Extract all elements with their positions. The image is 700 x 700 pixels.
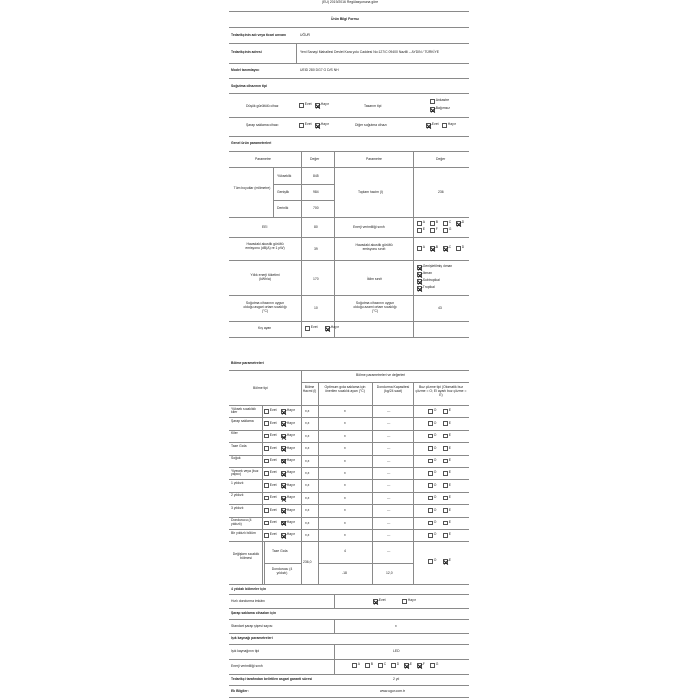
compartment-no[interactable]: Hayır	[281, 459, 295, 464]
compartment-no[interactable]: Hayır	[281, 421, 295, 426]
checkbox-icon	[443, 421, 448, 426]
checkbox-icon	[443, 434, 448, 439]
climate-tropical[interactable]: Tropikal	[417, 286, 435, 291]
compartment-defrost-e[interactable]: E	[443, 421, 451, 426]
wine-storage-no[interactable]: Hayır	[315, 123, 329, 128]
light-class-c[interactable]: C	[378, 663, 386, 668]
compartment-no[interactable]: Hayır	[281, 533, 295, 538]
checkbox-checked-icon	[281, 409, 286, 414]
compartment-no[interactable]: Hayır	[281, 434, 295, 439]
compartment-volume: x,x	[305, 446, 310, 451]
checkbox-checked-icon	[281, 471, 286, 476]
width-label: Genişlik	[277, 190, 290, 194]
light-class-g[interactable]: G	[430, 663, 438, 668]
compartment-name: 1 yıldızlı	[231, 480, 244, 485]
compartment-temp: x	[344, 495, 346, 500]
compartment-temp: x	[344, 471, 346, 475]
checkbox-checked-icon	[281, 421, 286, 426]
low-noise-label: Düşük gürültülü cihaz	[246, 104, 279, 108]
extra-info-label: Ek Bilgiler:	[231, 689, 249, 693]
max-ambient-temp-value: 43	[438, 306, 442, 310]
noise-label: Havadaki akustik gürültü emisyonu (dB(A) re 1 pW)	[245, 242, 285, 250]
checkbox-icon	[417, 246, 422, 251]
variable-fresh-temp: 4	[344, 549, 346, 553]
depth-value: 700	[313, 206, 319, 210]
energy-class-label: Enerji verimliliği sınıfı	[353, 225, 385, 229]
other-appliance-label: Diğer soğutma cihazı	[355, 123, 387, 127]
eei-value: 80	[314, 225, 318, 229]
winter-setting-yes[interactable]: Evet	[305, 326, 318, 331]
warranty-label: Tedarikçi tarafından belirtilen asgari garanti süresi	[231, 677, 313, 681]
checkbox-checked-icon	[281, 459, 286, 464]
energy-class-c[interactable]: C	[443, 221, 451, 226]
checkbox-checked-icon	[281, 434, 286, 439]
fast-freeze-yes[interactable]: Evet	[373, 599, 386, 604]
checkbox-icon	[428, 533, 433, 538]
variable-compartment-label: Değişken sıcaklık bölmesi	[232, 552, 260, 560]
checkbox-icon	[428, 483, 433, 488]
checkbox-checked-icon	[281, 496, 286, 501]
compartment-defrost-o[interactable]: O	[428, 483, 436, 488]
checkbox-checked-icon	[456, 221, 461, 226]
supplier-address-value: Yeni Sanayi Mahallesi Devlet Karа yolu Caddesi No:127/C 09400 Nazilli – AYDIN / TÜRKİYE	[300, 50, 440, 54]
compartment-yes[interactable]: Evet	[264, 496, 277, 501]
checkbox-icon	[352, 663, 357, 668]
checkbox-icon	[428, 496, 433, 501]
energy-class-options	[417, 221, 467, 235]
checkbox-icon	[264, 483, 269, 488]
supplier-address-label: Tedarikçinin adresi	[231, 50, 262, 54]
compartment-temp: x	[344, 483, 346, 488]
compartment-name: Şarap saklama	[231, 418, 254, 423]
compartment-defrost-e[interactable]: E	[443, 409, 451, 414]
compartment-temp: x	[344, 433, 346, 438]
checkbox-checked-icon	[443, 246, 448, 251]
checkbox-icon	[443, 483, 448, 488]
compartment-no[interactable]: Hayır	[281, 508, 295, 513]
light-class-b[interactable]: B	[365, 663, 373, 668]
light-class-label: Enerji verimliliği sınıfı	[231, 664, 263, 668]
compartment-defrost-o[interactable]: O	[428, 434, 436, 439]
checkbox-icon	[428, 471, 433, 476]
checkbox-checked-icon	[281, 446, 286, 451]
compartment-freeze: ---	[387, 520, 391, 525]
compartment-name: 3 yıldızlı	[231, 505, 244, 510]
compartment-yes[interactable]: Evet	[264, 533, 277, 538]
checkbox-icon	[264, 471, 269, 476]
compartment-no[interactable]: Hayır	[281, 521, 295, 526]
max-ambient-temp-label: Soğutma cihazının uygun olduğu azami ortam sıcaklığı (°C)	[353, 301, 397, 313]
checkbox-checked-icon	[315, 123, 320, 128]
column-defrost-type: Buz çözme tipi (Otomatik buz çözme = O; El ayarlı buz çözme = E)	[415, 385, 467, 397]
checkbox-icon	[264, 508, 269, 513]
compartment-defrost-o[interactable]: O	[428, 496, 436, 501]
checkbox-icon	[428, 459, 433, 464]
warranty-value: 2 yıl	[393, 677, 400, 681]
compartment-defrost-o[interactable]: O	[428, 533, 436, 538]
wine-bottles-value: x	[395, 624, 397, 628]
min-ambient-temp-label: Soğutma cihazının uygun olduğu asgari ortam sıcaklığı (°C)	[243, 301, 287, 313]
compartment-defrost-e[interactable]: E	[443, 521, 451, 526]
checkbox-icon	[428, 508, 433, 513]
fast-freeze-label: Hızlı dondurma imkânı	[231, 599, 265, 603]
light-class-a[interactable]: A	[352, 663, 360, 668]
compartment-freeze: ---	[387, 421, 391, 426]
noise-value: 39	[314, 247, 318, 251]
checkbox-icon	[443, 471, 448, 476]
compartment-defrost-o[interactable]: O	[428, 471, 436, 476]
compartment-freeze: ---	[387, 471, 391, 475]
annual-energy-label: Yıllık enerji tüketimi (kWh/a)	[250, 273, 280, 281]
checkbox-icon	[428, 434, 433, 439]
form-title: Ürün Bilgi Formu	[331, 17, 359, 21]
model-identifier-value: UEID 280 DG7 G D/S NH	[300, 68, 339, 72]
compartment-volume: x,x	[305, 421, 310, 426]
checkbox-icon	[442, 123, 447, 128]
design-type-label: Tasarım tipi	[364, 104, 382, 108]
four-star-section: 4 yıldızlı bölmeler için	[231, 587, 267, 591]
compartment-defrost-e[interactable]: E	[443, 446, 451, 451]
energy-class-e[interactable]: E	[417, 228, 425, 233]
checkbox-icon	[417, 663, 422, 668]
compartment-yes[interactable]: Evet	[264, 446, 277, 451]
compartment-defrost-o[interactable]: O	[428, 421, 436, 426]
checkbox-checked-icon	[430, 107, 435, 112]
checkbox-icon	[443, 228, 448, 233]
general-parameters-section: Genel ürün parametreleri	[231, 141, 272, 145]
column-compartment-type: Bölme tipi	[253, 386, 268, 390]
compartment-yes[interactable]: Evet	[264, 434, 277, 439]
annual-energy-value: 170	[313, 277, 319, 281]
compartment-freeze: ---	[387, 433, 391, 438]
noise-class-b[interactable]: B	[430, 246, 438, 251]
compartment-name: Bir yıldızlı bölüm	[231, 530, 256, 535]
checkbox-checked-icon	[417, 279, 422, 284]
compartment-no[interactable]: Hayır	[281, 496, 295, 501]
other-appliance-no[interactable]: Hayır	[442, 123, 456, 128]
checkbox-icon	[264, 521, 269, 526]
regulation-reference: (EU) 2019/2016 Regülasyonuna göre	[322, 0, 379, 4]
checkbox-checked-icon	[315, 103, 320, 108]
checkbox-icon	[428, 409, 433, 414]
wine-storage-label: Şarap saklama cihazı	[246, 123, 279, 127]
compartment-defrost-o[interactable]: O	[428, 446, 436, 451]
compartment-freeze: ---	[387, 495, 391, 500]
compartment-defrost-e[interactable]: E	[443, 533, 451, 538]
depth-label: Derinlik	[277, 206, 289, 210]
variable-fresh-freeze: ---	[387, 549, 391, 553]
checkbox-icon	[299, 123, 304, 128]
cooling-type-section: Soğutma cihazının tipi	[231, 84, 267, 88]
compartment-volume: x,x	[305, 471, 310, 475]
checkbox-checked-icon	[281, 521, 286, 526]
compartment-name: Yiyecek veya (buz yapıcı)	[231, 468, 259, 477]
checkbox-icon	[443, 508, 448, 513]
checkbox-icon	[299, 103, 304, 108]
energy-class-f[interactable]: F	[430, 228, 438, 233]
min-ambient-temp-value: 10	[314, 306, 318, 310]
variable-defrost-e[interactable]: E	[443, 559, 451, 564]
checkbox-icon	[443, 446, 448, 451]
compartment-name: Soğuk	[231, 456, 241, 461]
checkbox-icon	[428, 521, 433, 526]
checkbox-icon	[443, 533, 448, 538]
checkbox-icon	[430, 663, 435, 668]
compartment-temp: x	[344, 458, 346, 463]
checkbox-checked-icon	[281, 508, 286, 513]
energy-class-a[interactable]: A	[417, 221, 425, 226]
dimensions-label: Tüm boyutlar (milimetre)	[233, 186, 271, 190]
compartment-defrost-e[interactable]: E	[443, 459, 451, 464]
checkbox-icon	[264, 409, 269, 414]
total-volume-value: 236	[438, 190, 444, 194]
checkbox-checked-icon	[325, 326, 330, 331]
variable-freezer-freeze: 12,0	[386, 571, 393, 575]
compartment-temp: x	[344, 520, 346, 525]
compartment-yes[interactable]: Evet	[264, 409, 277, 414]
compartment-volume: x,x	[305, 483, 310, 488]
compartment-freeze: ---	[387, 483, 391, 488]
compartment-defrost-o[interactable]: O	[428, 409, 436, 414]
climate-class-label: İklim sınıfı	[367, 277, 383, 281]
compartment-freeze: ---	[387, 409, 391, 413]
height-label: Yükseklik	[277, 174, 292, 178]
checkbox-icon	[417, 221, 422, 226]
compartment-volume: x,x	[305, 433, 310, 438]
compartment-yes[interactable]: Evet	[264, 483, 277, 488]
noise-class-label: Havadaki akustik gürültü emisyonu sınıfı	[355, 243, 393, 251]
extra-info-value[interactable]: www.ugur.com.tr	[380, 689, 406, 693]
checkbox-checked-icon	[443, 559, 448, 564]
model-identifier-label: Model tanımlayıcı	[231, 68, 260, 72]
noise-class-d[interactable]: D	[456, 246, 464, 251]
compartment-no[interactable]: Hayır	[281, 471, 295, 476]
checkbox-icon	[443, 459, 448, 464]
energy-class-d[interactable]: D	[456, 221, 464, 226]
compartment-no[interactable]: Hayır	[281, 409, 295, 414]
compartment-no[interactable]: Hayır	[281, 483, 295, 488]
checkbox-icon	[443, 521, 448, 526]
light-class-e[interactable]: E	[404, 663, 412, 668]
compartment-temp: x	[344, 409, 346, 413]
compartment-temp: x	[344, 508, 346, 513]
light-class-options	[352, 663, 452, 671]
compartment-volume: x,x	[305, 458, 310, 463]
compartment-yes[interactable]: Evet	[264, 521, 277, 526]
compartment-temp: x	[344, 446, 346, 451]
light-class-d[interactable]: D	[391, 663, 399, 668]
checkbox-icon	[417, 228, 422, 233]
compartment-parameters-section: Bölme parametreleri	[231, 361, 264, 365]
compartment-freeze: ---	[387, 533, 391, 537]
checkbox-icon	[264, 533, 269, 538]
column-parameter-2: Parametre	[366, 157, 382, 161]
design-freestanding[interactable]: Bağımsız	[430, 107, 450, 112]
noise-class-a[interactable]: A	[417, 246, 425, 251]
column-freezing-capacity: Dondurma Kapasitesi (kg/24 saat)	[376, 385, 410, 393]
compartment-defrost-o[interactable]: O	[428, 459, 436, 464]
checkbox-icon	[402, 599, 407, 604]
checkbox-icon	[305, 326, 310, 331]
compartment-yes[interactable]: Evet	[264, 471, 277, 476]
design-built-in[interactable]: Ankastre	[430, 99, 449, 104]
compartment-temp: x	[344, 533, 346, 537]
checkbox-icon	[365, 663, 370, 668]
compartment-volume: x,x	[305, 495, 310, 500]
wine-section: Şarap saklama cihazları için	[231, 611, 277, 615]
variable-freezer-temp: -18	[342, 571, 347, 575]
compartment-no[interactable]: Hayır	[281, 446, 295, 451]
climate-temperate[interactable]: Ilıman	[417, 272, 432, 277]
checkbox-icon	[264, 446, 269, 451]
checkbox-checked-icon	[417, 265, 422, 270]
climate-extended-temperate[interactable]: Genişletilmiş ılıman	[417, 265, 452, 270]
variable-freezer-label: Dondurucu (4 yıldızlı)	[271, 567, 293, 575]
checkbox-icon	[264, 459, 269, 464]
column-parameter: Parametre	[255, 157, 271, 161]
compartment-name: Taze Gıda	[231, 443, 247, 448]
compartment-temp: x	[344, 421, 346, 426]
column-value: Değer	[310, 157, 320, 161]
checkbox-icon	[430, 99, 435, 104]
compartment-volume: x,x	[305, 508, 310, 513]
checkbox-checked-icon	[426, 123, 431, 128]
light-type-value: LED	[393, 649, 400, 653]
compartment-yes[interactable]: Evet	[264, 459, 277, 464]
low-noise-no[interactable]: Hayır	[315, 103, 329, 108]
compartment-volume: x,x	[305, 520, 310, 525]
checkbox-icon	[264, 496, 269, 501]
checkbox-icon	[404, 663, 409, 668]
other-appliance-yes[interactable]: Evet	[426, 123, 439, 128]
checkbox-icon	[443, 221, 448, 226]
compartment-volume: x,x	[305, 533, 310, 537]
wine-storage-yes[interactable]: Evet	[299, 123, 312, 128]
checkbox-icon	[430, 228, 435, 233]
winter-setting-label: Kış ayarı	[258, 326, 272, 330]
compartment-defrost-e[interactable]: E	[443, 496, 451, 501]
supplier-name-value: UĞUR	[300, 33, 310, 37]
winter-setting-no[interactable]: Hayır	[325, 326, 339, 331]
checkbox-checked-icon	[417, 272, 422, 277]
checkbox-checked-icon	[281, 533, 286, 538]
variable-volume-value: 236,0	[303, 560, 312, 564]
checkbox-icon	[264, 421, 269, 426]
compartment-freeze: ---	[387, 508, 391, 513]
compartment-name: Kiler	[231, 431, 238, 436]
energy-class-b[interactable]: B	[430, 221, 438, 226]
checkbox-icon	[443, 496, 448, 501]
column-value-2: Değer	[436, 157, 446, 161]
checkbox-icon	[264, 434, 269, 439]
fast-freeze-no[interactable]: Hayır	[402, 599, 416, 604]
noise-class-c[interactable]: C	[443, 246, 451, 251]
compartment-yes[interactable]: Evet	[264, 421, 277, 426]
eei-label: EEI	[262, 225, 268, 229]
checkbox-icon	[391, 663, 396, 668]
checkbox-checked-icon	[373, 599, 378, 604]
climate-subtropical[interactable]: Subtropikal	[417, 279, 440, 284]
compartment-defrost-e[interactable]: E	[443, 471, 451, 476]
checkbox-icon	[428, 559, 433, 564]
compartment-group-header: Bölme parametreleri ve değerleri	[356, 373, 406, 377]
compartment-defrost-e[interactable]: E	[443, 508, 451, 513]
low-noise-yes[interactable]: Evet	[299, 103, 312, 108]
height-value: 845	[313, 174, 319, 178]
column-recommended-temp: Optimum gıda saklama için önerilen sıcaklık ayarı (°C)	[324, 385, 366, 393]
energy-class-g[interactable]: G	[443, 228, 451, 233]
light-source-section: Işık kaynağı parametreleri	[231, 636, 273, 640]
wine-bottles-label: Standart şarap şişesi sayısı	[231, 624, 273, 628]
variable-fresh-label: Taze Gıda	[272, 549, 288, 553]
compartment-freeze: ---	[387, 458, 391, 463]
checkbox-icon	[378, 663, 383, 668]
compartment-defrost-o[interactable]: O	[428, 508, 436, 513]
compartment-yes[interactable]: Evet	[264, 508, 277, 513]
compartment-defrost-e[interactable]: E	[443, 434, 451, 439]
checkbox-icon	[443, 409, 448, 414]
supplier-name-label: Tedarikçinin adı veya ticari unvanı	[231, 33, 286, 37]
compartment-freeze: ---	[387, 446, 391, 451]
checkbox-icon	[428, 421, 433, 426]
checkbox-checked-icon	[430, 246, 435, 251]
checkbox-checked-icon	[281, 483, 286, 488]
compartment-defrost-o[interactable]: O	[428, 521, 436, 526]
light-class-f[interactable]: F	[417, 663, 425, 668]
checkbox-checked-icon	[417, 286, 422, 291]
light-type-label: Işık kaynağının tipi	[231, 649, 260, 653]
checkbox-icon	[430, 221, 435, 226]
total-volume-label: Toplam hacim (l)	[358, 190, 383, 194]
checkbox-icon	[456, 246, 461, 251]
column-compartment-volume: Bölme Hacmi (l)	[302, 385, 317, 393]
width-value: 984	[313, 190, 319, 194]
compartment-name: Dondurucu (4 yıldızlı)	[231, 518, 252, 526]
compartment-volume: x,x	[305, 409, 310, 413]
compartment-name: Yüksek sıcaklıklı kiler	[231, 406, 257, 415]
compartment-name: 2 yıldızlı	[231, 493, 244, 498]
checkbox-icon	[428, 446, 433, 451]
variable-defrost-o[interactable]: O	[428, 559, 436, 564]
compartment-defrost-e[interactable]: E	[443, 483, 451, 488]
